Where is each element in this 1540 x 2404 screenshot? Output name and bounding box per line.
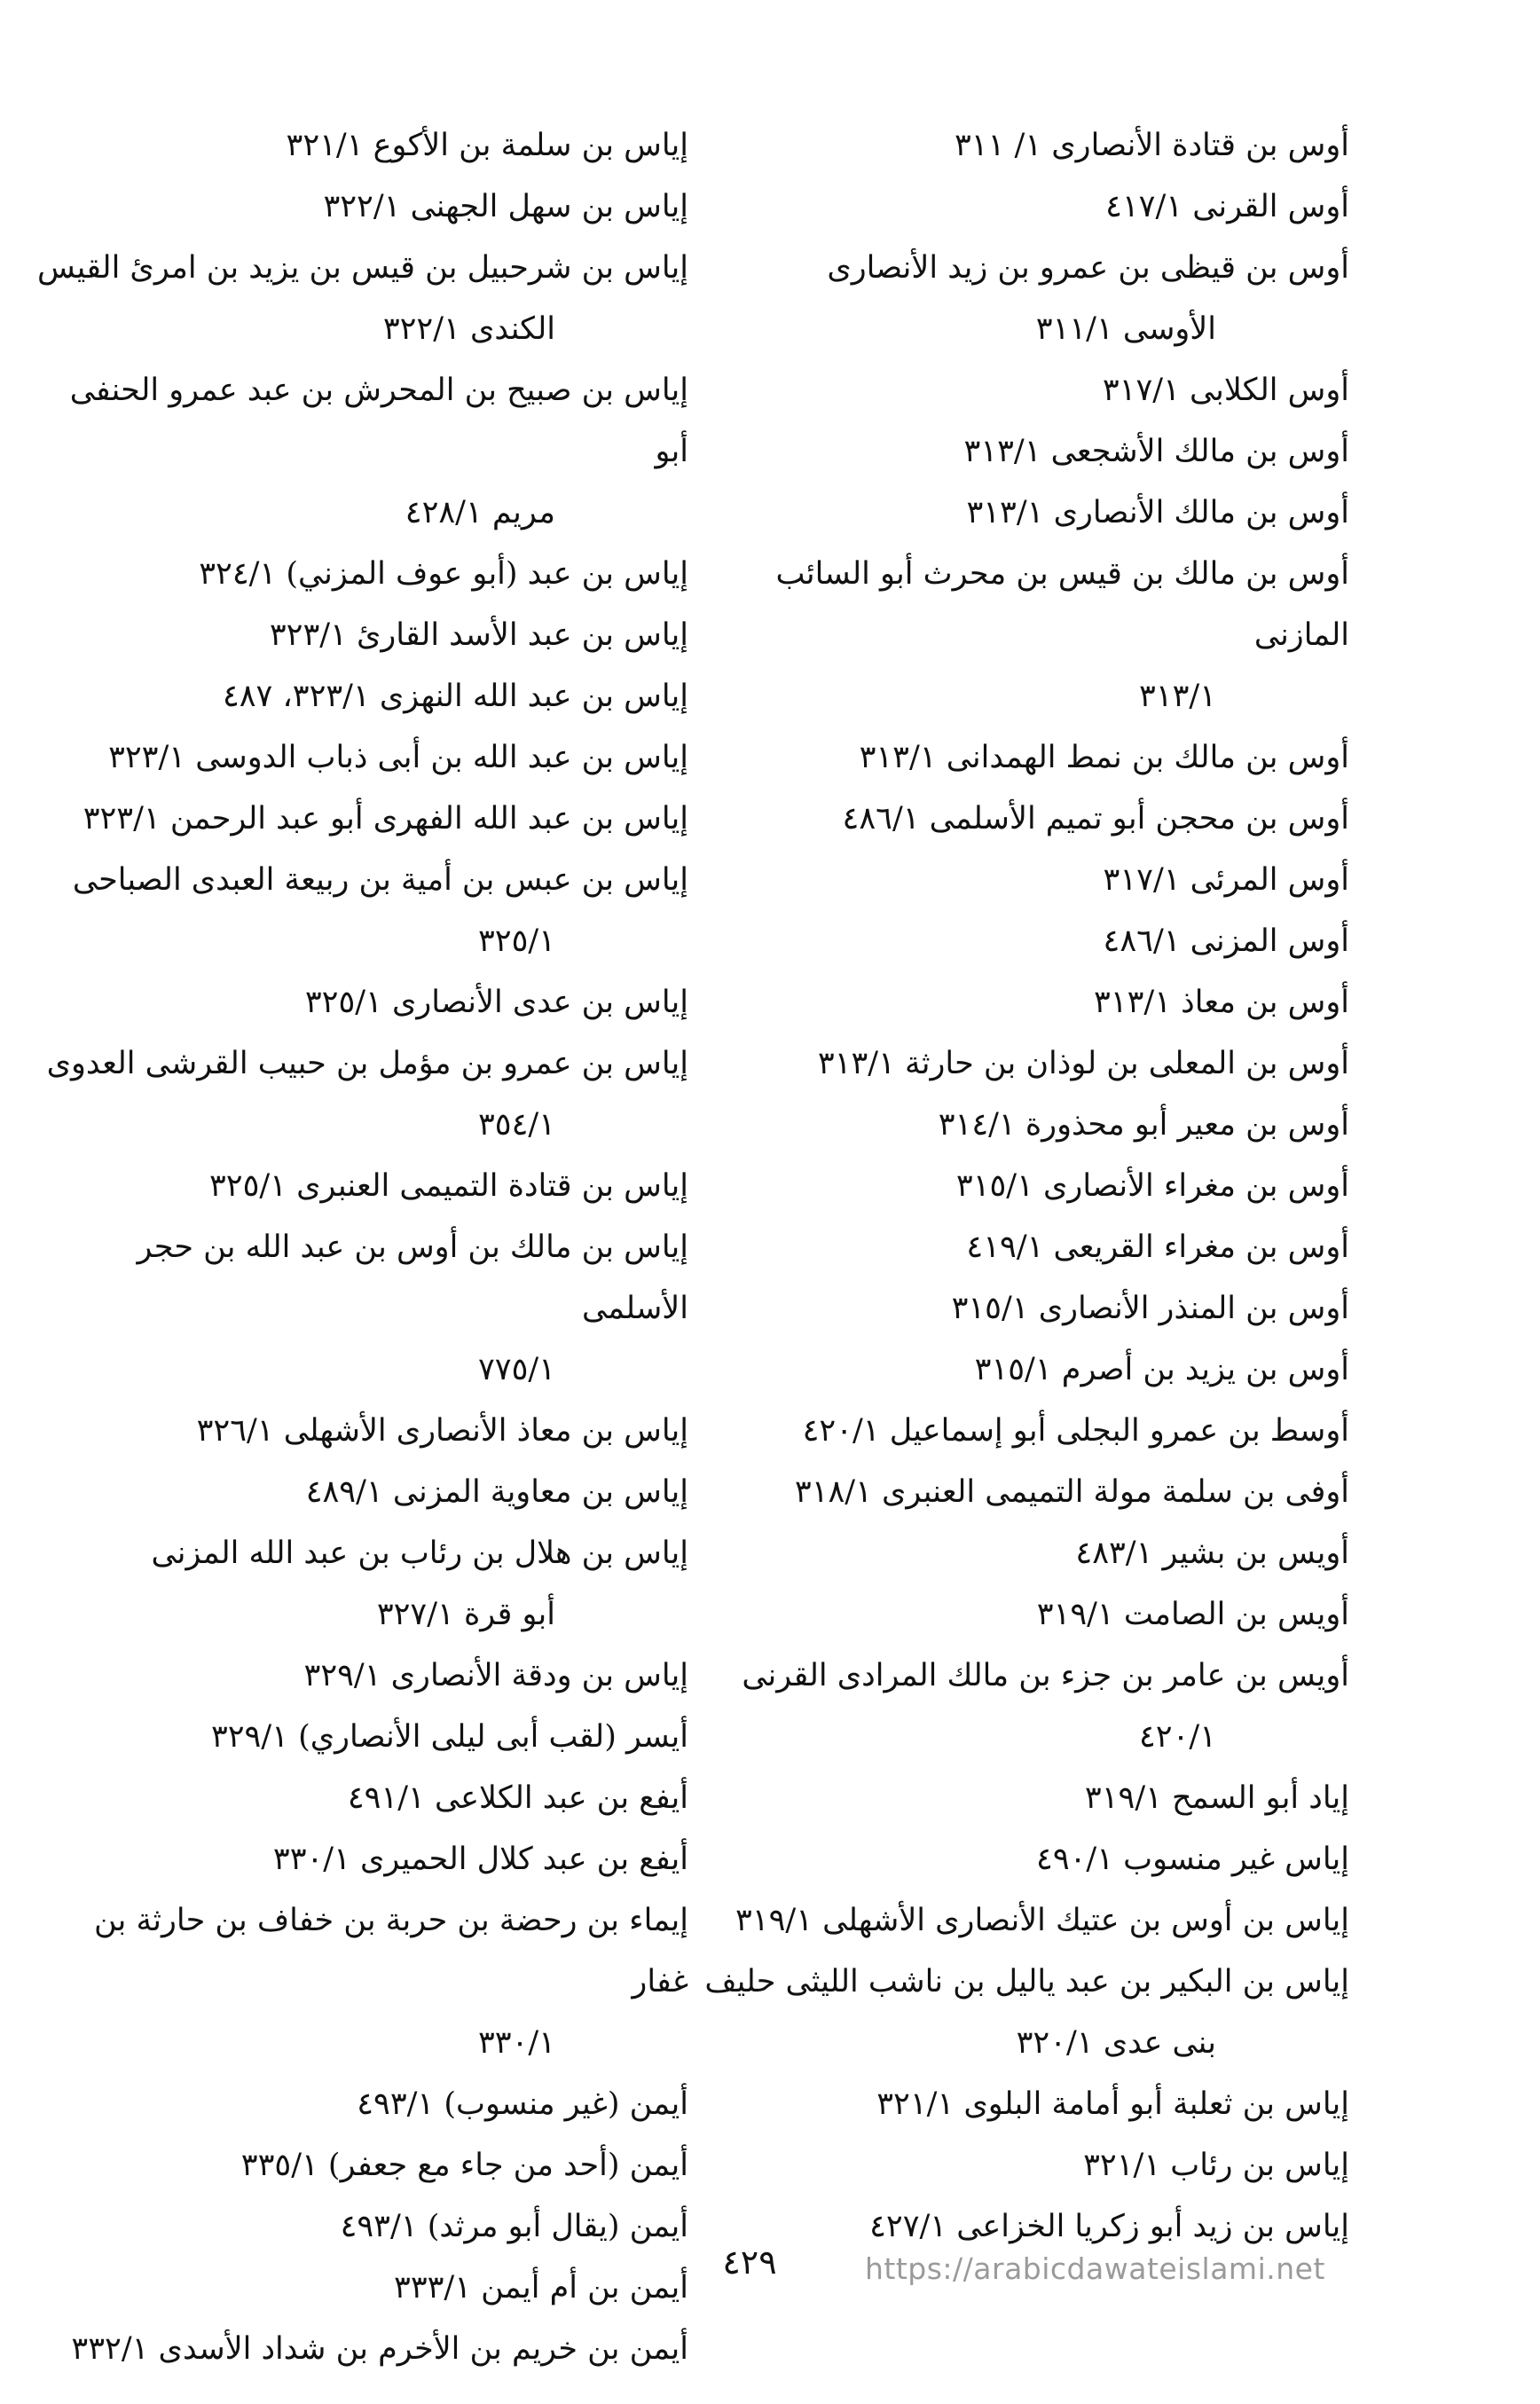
entry-text: أوس بن قتادة الأنصارى ١/ ٣١١ (955, 128, 1349, 163)
entry-text: إياس بن سلمة بن الأكوع ٣٢١/١ (286, 128, 688, 163)
entry-text: أوس بن المعلى بن لوذان بن حارثة ٣١٣/١ (817, 1046, 1349, 1081)
entry-continuation: أبو قرة ٣٢٧/١ (376, 1597, 555, 1632)
entry-text: أوس المرئى ٣١٧/١ (1103, 862, 1349, 898)
entry-continuation: ٣٣٠/١ (478, 2025, 555, 2061)
entry-text: إياس بن البكير بن عبد ياليل بن ناشب الليثى حليف (704, 1964, 1349, 1999)
entry-text: أوسط بن عمرو البجلى أبو إسماعيل ٤٢٠/١ (802, 1413, 1349, 1449)
entry-continuation: ٣١٣/١ (1139, 679, 1216, 714)
index-column-right (675, 115, 1349, 2258)
entry-text: أوفى بن سلمة مولة التميمى العنبرى ٣١٨/١ (794, 1474, 1349, 1510)
index-entry (32, 1033, 688, 1156)
index-entry (675, 360, 1349, 421)
index-entry (32, 1217, 688, 1401)
index-entry (675, 1523, 1349, 1584)
index-entry (32, 544, 688, 605)
index-entry (32, 1462, 688, 1523)
index-entry (32, 2196, 688, 2258)
index-entry (32, 2074, 688, 2135)
entry-text: أيسر (لقب أبى ليلى الأنصاري) ٣٢٩/١ (210, 1719, 688, 1755)
entry-text: أوس المزنى ٤٨٦/١ (1103, 923, 1349, 959)
index-entry (32, 972, 688, 1033)
entry-text: إياس بن عبد الأسد القارئ ٣٢٣/١ (269, 617, 688, 653)
index-entry (675, 727, 1349, 789)
index-entry (675, 1890, 1349, 1952)
index-entry (32, 1156, 688, 1217)
entry-text: إياس بن عبد الله بن أبى ذباب الدوسى ٣٢٣/١ (108, 740, 688, 775)
index-entry (32, 1890, 688, 2074)
entry-text: إياس بن هلال بن رئاب بن عبد الله المزنى (151, 1536, 688, 1571)
entry-text: إياس بن صبيح بن المحرش بن عبد عمرو الحنفى أبو (69, 373, 688, 469)
entry-text: أوس القرنى ٤١٧/١ (1105, 189, 1349, 224)
index-entry (675, 1095, 1349, 1156)
index-entry (675, 1646, 1349, 1768)
entry-text: أوس بن معاذ ٣١٣/١ (1094, 985, 1349, 1020)
index-entry (32, 238, 688, 360)
entry-text: إياس بن عبد الله الفهرى أبو عبد الرحمن ٣٢٣/١ (82, 801, 688, 837)
index-entry (32, 2258, 688, 2319)
entry-text: إياس بن عبد الله النهزى ٣٢٣/١، ٤٨٧ (222, 679, 688, 714)
index-entry (675, 1462, 1349, 1523)
entry-continuation: الكندى ٣٢٢/١ (382, 311, 555, 347)
entry-text: أويس بن الصامت ٣١٩/١ (1036, 1597, 1349, 1632)
entry-text: أوس بن معير أبو محذورة ٣١٤/١ (938, 1107, 1349, 1143)
index-entry (675, 1584, 1349, 1646)
index-entry (675, 972, 1349, 1033)
index-entry (675, 1768, 1349, 1829)
entry-text: إياس بن ثعلبة أبو أمامة البلوى ٣٢١/١ (876, 2086, 1349, 2122)
entry-text: أيفع بن عبد الكلاعى ٤٩١/١ (347, 1780, 688, 1816)
entry-continuation: ٧٧٥/١ (478, 1352, 555, 1387)
index-entry (675, 177, 1349, 238)
index-entry (675, 2135, 1349, 2196)
entry-text: إياس غير منسوب ٤٩٠/١ (1036, 1842, 1349, 1877)
index-entry (675, 483, 1349, 544)
index-entry (675, 1156, 1349, 1217)
index-entry (675, 1829, 1349, 1890)
index-entry (675, 115, 1349, 177)
entry-text: أوس بن المنذر الأنصارى ٣١٥/١ (951, 1291, 1349, 1326)
entry-text: أيفع بن عبد كلال الحميرى ٣٣٠/١ (272, 1842, 688, 1877)
entry-continuation: مريم ٤٢٨/١ (405, 495, 555, 530)
index-column-left (32, 115, 688, 2380)
index-entry (32, 1707, 688, 1768)
index-entry (32, 2319, 688, 2380)
entry-text: أويس بن بشير ٤٨٣/١ (1075, 1536, 1349, 1571)
index-entry (675, 544, 1349, 727)
entry-text: إياد أبو السمح ٣١٩/١ (1084, 1780, 1349, 1816)
page-number: ٤٢٩ (722, 2243, 777, 2282)
index-entry (32, 177, 688, 238)
index-entry (675, 850, 1349, 911)
index-entry (32, 605, 688, 666)
entry-continuation: بنى عدى ٣٢٠/١ (1016, 2025, 1216, 2061)
entry-text: أوس بن مالك الأشجعى ٣١٣/١ (963, 434, 1349, 469)
entry-continuation: ٤٢٠/١ (1139, 1719, 1216, 1755)
entry-text: إياس بن زيد أبو زكريا الخزاعى ٤٢٧/١ (869, 2209, 1349, 2244)
entry-text: أويس بن عامر بن جزء بن مالك المرادى القرنى (742, 1658, 1349, 1693)
entry-text: إياس بن سهل الجهنى ٣٢٢/١ (323, 189, 688, 224)
entry-text: إياس بن ودقة الأنصارى ٣٢٩/١ (303, 1658, 688, 1693)
entry-text: إياس بن قتادة التميمى العنبرى ٣٢٥/١ (208, 1168, 688, 1204)
index-entry (32, 115, 688, 177)
entry-text: أيمن (يقال أبو مرثد) ٤٩٣/١ (340, 2209, 688, 2244)
index-entry (32, 727, 688, 789)
index-entry (675, 1339, 1349, 1401)
index-entry (675, 1217, 1349, 1278)
entry-continuation: الأوسى ٣١١/١ (1035, 311, 1216, 347)
entry-text: أوس بن محجن أبو تميم الأسلمى ٤٨٦/١ (842, 801, 1349, 837)
index-entry (675, 2074, 1349, 2135)
entry-text: أوس الكلابى ٣١٧/١ (1102, 373, 1349, 408)
index-entry (32, 2135, 688, 2196)
index-entry (32, 1646, 688, 1707)
entry-text: إياس بن معاوية المزنى ٤٨٩/١ (305, 1474, 688, 1510)
entry-text: إياس بن عدى الأنصارى ٣٢٥/١ (304, 985, 688, 1020)
index-entry (675, 1952, 1349, 2074)
index-entry (32, 1401, 688, 1462)
entry-text: إياس بن شرحبيل بن قيس بن يزيد بن امرئ القيس (37, 250, 688, 286)
entry-text: أوس بن مغراء الأنصارى ٣١٥/١ (955, 1168, 1349, 1204)
entry-text: إيماء بن رحضة بن حربة بن خفاف بن حارثة بن غفار (94, 1903, 688, 1999)
entry-text: أوس بن قيظى بن عمرو بن زيد الأنصارى (827, 250, 1349, 286)
entry-text: إياس بن أوس بن عتيك الأنصارى الأشهلى ٣١٩/١ (735, 1903, 1349, 1938)
index-entry (675, 1033, 1349, 1095)
index-entry (675, 911, 1349, 972)
index-entry (675, 421, 1349, 483)
entry-text: إياس بن عمرو بن مؤمل بن حبيب القرشى العدوى (46, 1046, 688, 1081)
index-entry (32, 1768, 688, 1829)
index-entry (32, 360, 688, 544)
entry-text: أيمن (أحد من جاء مع جعفر) ٣٣٥/١ (240, 2148, 688, 2183)
index-entry (32, 666, 688, 727)
entry-text: إياس بن عبس بن أمية بن ربيعة العبدى الصباحى (72, 862, 688, 898)
entry-text: أوس بن مغراء القريعى ٤١٩/١ (966, 1229, 1349, 1265)
entry-text: أيمن بن أم أيمن ٣٣٣/١ (394, 2270, 688, 2306)
entry-text: أوس بن مالك بن نمط الهمدانى ٣١٣/١ (859, 740, 1349, 775)
entry-text: أيمن بن خريم بن الأخرم بن شداد الأسدى ٣٣٢/١ (71, 2331, 688, 2367)
index-entry (32, 850, 688, 972)
entry-continuation: ٣٢٥/١ (478, 923, 555, 959)
entry-continuation: ٣٥٤/١ (478, 1107, 555, 1143)
entry-text: أوس بن مالك بن قيس بن محرث أبو السائب المازنى (775, 556, 1349, 653)
index-entry (32, 1523, 688, 1646)
index-entry (675, 1278, 1349, 1339)
entry-text: أوس بن يزيد بن أصرم ٣١٥/١ (974, 1352, 1349, 1387)
index-entry (675, 238, 1349, 360)
entry-text: إياس بن معاذ الأنصارى الأشهلى ٣٢٦/١ (196, 1413, 688, 1449)
entry-text: إياس بن مالك بن أوس بن عبد الله بن حجر الأسلمى (137, 1229, 688, 1326)
index-entry (675, 789, 1349, 850)
index-entry (32, 1829, 688, 1890)
entry-text: إياس بن عبد (أبو عوف المزني) ٣٢٤/١ (199, 556, 688, 592)
entry-text: أيمن (غير منسوب) ٤٩٣/١ (357, 2086, 688, 2122)
entry-text: إياس بن رئاب ٣٢١/١ (1083, 2148, 1349, 2183)
index-entry (32, 789, 688, 850)
watermark-url: https://arabicdawateislami.net (865, 2251, 1325, 2286)
entry-text: أوس بن مالك الأنصارى ٣١٣/١ (966, 495, 1349, 530)
index-entry (675, 1401, 1349, 1462)
